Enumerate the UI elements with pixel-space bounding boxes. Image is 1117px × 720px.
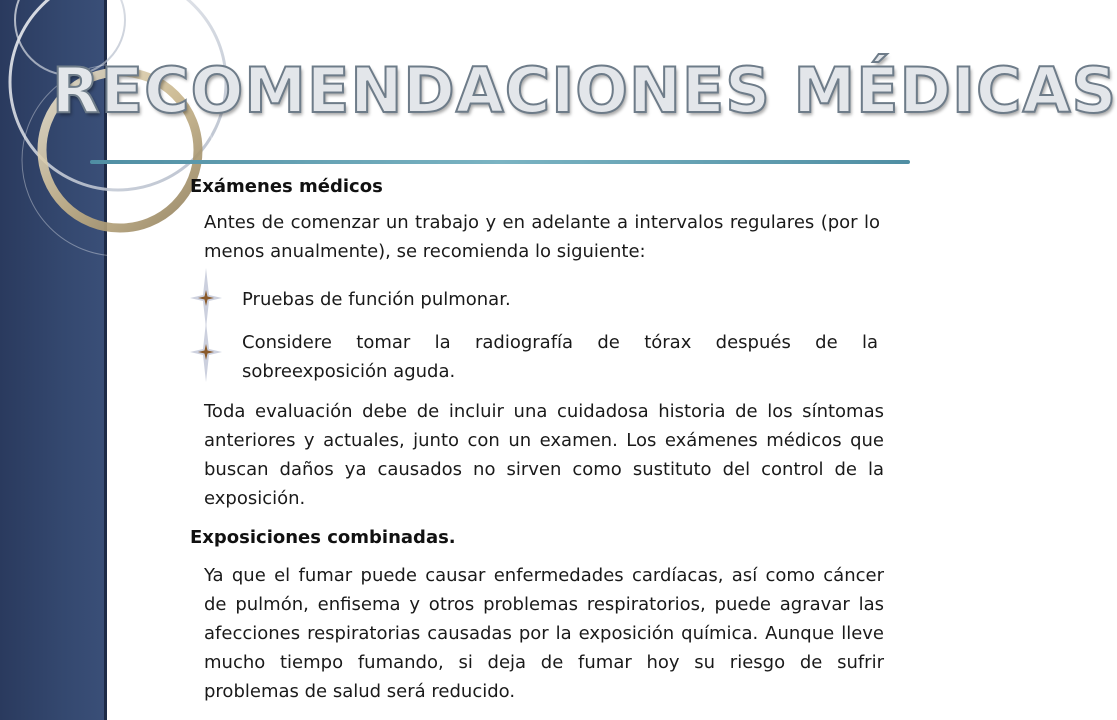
exams-intro-paragraph: Antes de comenzar un trabajo y en adelante a intervalos regulares (por lo menos anualmente), se recomienda lo siguiente: <box>204 212 880 262</box>
exams-closing-paragraph: Toda evaluación debe de incluir una cuidadosa historia de los síntomas anteriores y actuales, junto con un examen. Los exámenes médicos que buscan daños ya causados no sirven como sustituto del control de la exposición. <box>204 401 884 509</box>
title-underline <box>90 160 910 164</box>
section-heading-exams: Exámenes médicos <box>190 176 383 197</box>
star-bullet-icon <box>190 322 222 382</box>
bullet-item-pulmonary-tests: Pruebas de función pulmonar. <box>242 289 511 310</box>
star-bullet-icon <box>190 268 222 328</box>
combined-exposures-paragraph: Ya que el fumar puede causar enfermedades cardíacas, así como cáncer de pulmón, enfisema y otros problemas respiratorios, puede agravar las afecciones respiratorias causadas por la exposición química. Aunque lleve mucho tiempo fumando, si deja de fumar hoy su riesgo de sufrir problemas de salud será reducido. <box>204 565 884 702</box>
section-heading-combined-exposures: Exposiciones combinadas. <box>190 527 456 548</box>
bullet-item-chest-xray: Considere tomar la radiografía de tórax después de la sobreexposición aguda. <box>242 332 878 382</box>
slide-title: RECOMENDACIONES MÉDICAS <box>52 54 1117 127</box>
